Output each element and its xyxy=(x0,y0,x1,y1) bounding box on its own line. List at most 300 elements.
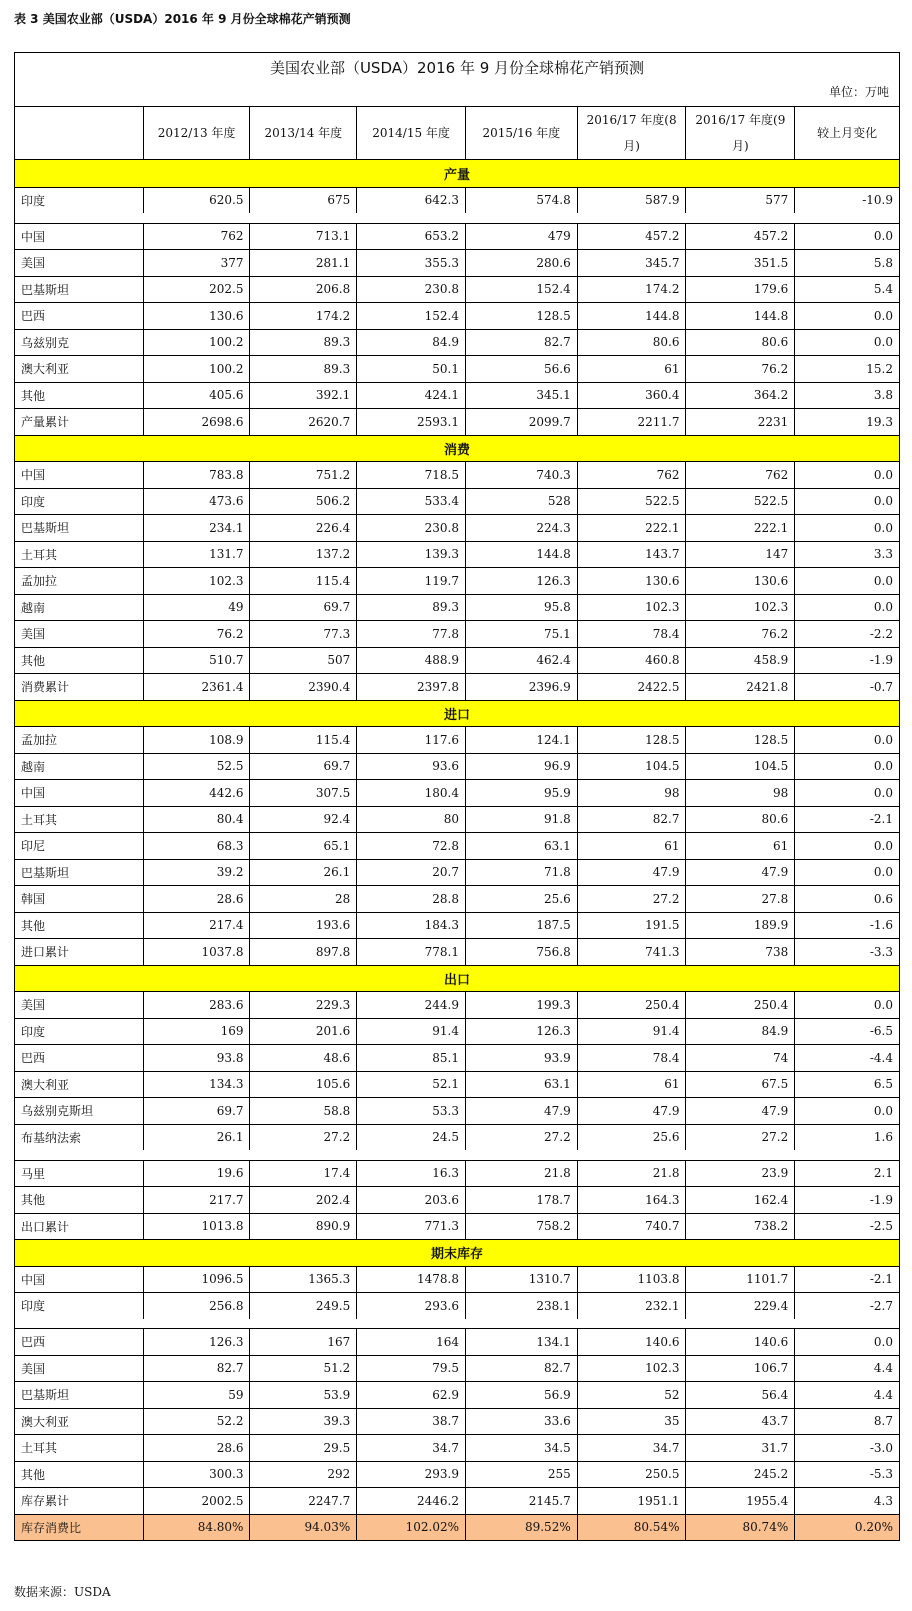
table-row xyxy=(15,1355,899,1382)
table-cell: 74 xyxy=(685,1045,794,1071)
table-cell: 0.0 xyxy=(794,303,899,329)
table-cell: 84.9 xyxy=(685,1019,794,1045)
table-cell: 0.0 xyxy=(794,462,899,488)
table-cell: 255 xyxy=(465,1462,577,1488)
row-label: 巴基斯坦 xyxy=(21,282,70,297)
table-cell: 69.7 xyxy=(143,1098,250,1124)
table-cell: 144.8 xyxy=(465,542,577,568)
table-cell: 137.2 xyxy=(249,542,356,568)
row-label: 孟加拉 xyxy=(21,733,58,748)
section-title: 消费 xyxy=(443,442,470,458)
table-cell: 126.3 xyxy=(143,1329,250,1355)
table-row xyxy=(15,859,899,886)
table-cell: 229.3 xyxy=(249,992,356,1018)
table-cell: 67.5 xyxy=(685,1072,794,1098)
table-cell: 89.3 xyxy=(356,595,465,621)
table-cell: 2145.7 xyxy=(465,1488,577,1514)
table-cell: 424.1 xyxy=(356,383,465,409)
table-cell: 377 xyxy=(143,250,250,276)
table-cell: 222.1 xyxy=(685,515,794,541)
column-header: 2012/13 年度 xyxy=(143,107,250,159)
table-cell: 0.0 xyxy=(794,754,899,780)
row-label: 中国 xyxy=(21,1272,46,1287)
table-cell: 890.9 xyxy=(249,1214,356,1240)
table-row xyxy=(15,1487,899,1514)
table-cell: 134.1 xyxy=(465,1329,577,1355)
table-cell: 27.2 xyxy=(685,1125,794,1151)
table-cell: 102.3 xyxy=(685,595,794,621)
table-cell: 82.7 xyxy=(577,807,686,833)
row-label: 马里 xyxy=(21,1166,46,1181)
section-header xyxy=(15,160,899,187)
table-cell: 0.0 xyxy=(794,224,899,250)
table-cell: 93.8 xyxy=(143,1045,250,1071)
table-cell: 202.5 xyxy=(143,277,250,303)
table-cell: 78.4 xyxy=(577,1045,686,1071)
table-row xyxy=(15,1186,899,1213)
table-cell: 102.3 xyxy=(577,595,686,621)
table-row xyxy=(15,302,899,329)
table-cell: 1365.3 xyxy=(249,1267,356,1293)
row-label: 韩国 xyxy=(21,892,46,907)
table-cell: 473.6 xyxy=(143,489,250,515)
table-cell: 56.9 xyxy=(465,1382,577,1408)
table-cell: 0.0 xyxy=(794,595,899,621)
table-cell: 201.6 xyxy=(249,1019,356,1045)
table-cell: 52 xyxy=(577,1382,686,1408)
table-cell: 80.6 xyxy=(577,330,686,356)
table-cell: 2247.7 xyxy=(249,1488,356,1514)
table-cell: 1096.5 xyxy=(143,1267,250,1293)
table-cell: 94.03% xyxy=(249,1515,356,1541)
table-row xyxy=(15,885,899,912)
table-cell: 250.4 xyxy=(577,992,686,1018)
row-label: 巴基斯坦 xyxy=(21,521,70,536)
table-cell: 0.0 xyxy=(794,489,899,515)
table-cell: 140.6 xyxy=(685,1329,794,1355)
table-cell: 104.5 xyxy=(577,754,686,780)
row-label: 美国 xyxy=(21,256,46,271)
table-cell: 100.2 xyxy=(143,356,250,382)
table-cell: 642.3 xyxy=(356,188,465,214)
table-cell: 2002.5 xyxy=(143,1488,250,1514)
table-cell: 4.3 xyxy=(794,1488,899,1514)
row-label: 澳大利亚 xyxy=(21,1077,70,1092)
table-title-bar xyxy=(15,53,899,107)
row-label: 消费累计 xyxy=(21,680,70,695)
table-cell: 143.7 xyxy=(577,542,686,568)
table-cell: 48.6 xyxy=(249,1045,356,1071)
table-cell: 300.3 xyxy=(143,1462,250,1488)
table-cell: 29.5 xyxy=(249,1435,356,1461)
table-cell: 293.6 xyxy=(356,1293,465,1319)
table-title: 美国农业部（USDA）2016 年 9 月份全球棉花产销预测 xyxy=(269,59,645,77)
table-cell: 78.4 xyxy=(577,621,686,647)
table-cell: 244.9 xyxy=(356,992,465,1018)
table-cell: 93.6 xyxy=(356,754,465,780)
column-header: 2016/17 年度(8 月) xyxy=(577,107,686,159)
table-cell: 522.5 xyxy=(577,489,686,515)
table-cell: 85.1 xyxy=(356,1045,465,1071)
table-cell: 1013.8 xyxy=(143,1214,250,1240)
table-cell: 31.7 xyxy=(685,1435,794,1461)
table-cell: 574.8 xyxy=(465,188,577,214)
table-cell: -1.9 xyxy=(794,648,899,674)
table-cell: 187.5 xyxy=(465,913,577,939)
table-cell: -3.0 xyxy=(794,1435,899,1461)
table-cell: 0.0 xyxy=(794,568,899,594)
section-title: 产量 xyxy=(443,167,470,183)
table-cell: 2396.9 xyxy=(465,674,577,700)
table-cell: -2.5 xyxy=(794,1214,899,1240)
table-cell: 28.6 xyxy=(143,1435,250,1461)
table-cell: 26.1 xyxy=(249,860,356,886)
table-cell: 222.1 xyxy=(577,515,686,541)
table-cell: 718.5 xyxy=(356,462,465,488)
table-cell: 76.2 xyxy=(143,621,250,647)
table-cell: 675 xyxy=(249,188,356,214)
table-cell: 51.2 xyxy=(249,1356,356,1382)
table-cell: 33.6 xyxy=(465,1409,577,1435)
table-cell: 21.8 xyxy=(577,1161,686,1187)
table-cell: 202.4 xyxy=(249,1187,356,1213)
table-cell: 69.7 xyxy=(249,754,356,780)
table-row xyxy=(15,1124,899,1151)
table-cell: 144.8 xyxy=(577,303,686,329)
table-cell: 191.5 xyxy=(577,913,686,939)
table-cell: 126.3 xyxy=(465,1019,577,1045)
table-cell: 1310.7 xyxy=(465,1267,577,1293)
table-cell: 345.7 xyxy=(577,250,686,276)
table-cell: 102.02% xyxy=(356,1515,465,1541)
table-cell: 130.6 xyxy=(685,568,794,594)
table-cell: 80.4 xyxy=(143,807,250,833)
table-cell: 19.6 xyxy=(143,1161,250,1187)
table-row xyxy=(15,806,899,833)
table-cell: 1.6 xyxy=(794,1125,899,1151)
table-cell: 1103.8 xyxy=(577,1267,686,1293)
table-cell: 19.3 xyxy=(794,409,899,435)
table-cell: 1955.4 xyxy=(685,1488,794,1514)
table-cell: 2211.7 xyxy=(577,409,686,435)
table-cell: 2397.8 xyxy=(356,674,465,700)
table-cell: 4.4 xyxy=(794,1382,899,1408)
table-row xyxy=(15,1266,899,1293)
table-cell: 93.9 xyxy=(465,1045,577,1071)
table-cell: 0.0 xyxy=(794,780,899,806)
table-cell: 77.3 xyxy=(249,621,356,647)
table-cell: 89.52% xyxy=(465,1515,577,1541)
table-cell: 96.9 xyxy=(465,754,577,780)
table-cell: 8.7 xyxy=(794,1409,899,1435)
table-cell: 76.2 xyxy=(685,356,794,382)
table-cell: -2.7 xyxy=(794,1293,899,1319)
table-cell: 2698.6 xyxy=(143,409,250,435)
table-row xyxy=(15,620,899,647)
table-cell: -2.2 xyxy=(794,621,899,647)
table-cell: 84.9 xyxy=(356,330,465,356)
table-cell: 102.3 xyxy=(577,1356,686,1382)
row-label: 其他 xyxy=(21,1193,46,1208)
table-cell: 653.2 xyxy=(356,224,465,250)
table-cell: 124.1 xyxy=(465,727,577,753)
table-cell: 0.0 xyxy=(794,860,899,886)
table-cell: 351.5 xyxy=(685,250,794,276)
table-cell: 28 xyxy=(249,886,356,912)
table-cell: 152.4 xyxy=(356,303,465,329)
table-cell: 26.1 xyxy=(143,1125,250,1151)
cotton-forecast-table xyxy=(14,52,900,1541)
table-cell: 34.7 xyxy=(356,1435,465,1461)
table-cell: 522.5 xyxy=(685,489,794,515)
table-cell: 783.8 xyxy=(143,462,250,488)
table-cell: 224.3 xyxy=(465,515,577,541)
table-row xyxy=(15,1381,899,1408)
table-row xyxy=(15,1071,899,1098)
table-cell: 39.3 xyxy=(249,1409,356,1435)
table-cell: 95.9 xyxy=(465,780,577,806)
table-cell: 2361.4 xyxy=(143,674,250,700)
table-cell: 457.2 xyxy=(685,224,794,250)
table-cell: 462.4 xyxy=(465,648,577,674)
table-row xyxy=(15,1160,899,1187)
table-cell: 0.0 xyxy=(794,1098,899,1124)
table-cell: 43.7 xyxy=(685,1409,794,1435)
table-cell: 108.9 xyxy=(143,727,250,753)
section-title: 期末库存 xyxy=(430,1247,483,1263)
table-row xyxy=(15,1018,899,1045)
table-cell: 0.0 xyxy=(794,833,899,859)
row-label: 澳大利亚 xyxy=(21,362,70,377)
row-label: 美国 xyxy=(21,998,46,1013)
table-cell: 53.3 xyxy=(356,1098,465,1124)
row-label: 印度 xyxy=(21,193,46,208)
table-cell: 25.6 xyxy=(577,1125,686,1151)
table-caption: 表 3 美国农业部（USDA）2016 年 9 月份全球棉花产销预测 xyxy=(14,12,351,26)
table-cell: 117.6 xyxy=(356,727,465,753)
table-row xyxy=(15,753,899,780)
table-cell: 1037.8 xyxy=(143,939,250,965)
table-cell: 69.7 xyxy=(249,595,356,621)
row-label: 土耳其 xyxy=(21,1441,58,1456)
table-cell: -3.3 xyxy=(794,939,899,965)
table-cell: 756.8 xyxy=(465,939,577,965)
table-cell: 281.1 xyxy=(249,250,356,276)
section-header xyxy=(15,965,899,992)
table-cell: 63.1 xyxy=(465,1072,577,1098)
table-cell: 58.8 xyxy=(249,1098,356,1124)
table-cell: 184.3 xyxy=(356,913,465,939)
table-cell: 167 xyxy=(249,1329,356,1355)
table-cell: 6.5 xyxy=(794,1072,899,1098)
table-row xyxy=(15,673,899,700)
section-header xyxy=(15,700,899,727)
table-row xyxy=(15,408,899,435)
table-row xyxy=(15,567,899,594)
table-row xyxy=(15,938,899,965)
table-cell: 53.9 xyxy=(249,1382,356,1408)
column-header: 2014/15 年度 xyxy=(356,107,465,159)
table-cell: 27.2 xyxy=(465,1125,577,1151)
table-cell: 92.4 xyxy=(249,807,356,833)
table-cell: 27.8 xyxy=(685,886,794,912)
table-cell: 250.5 xyxy=(577,1462,686,1488)
table-cell: 2593.1 xyxy=(356,409,465,435)
table-cell: -2.1 xyxy=(794,1267,899,1293)
table-row xyxy=(15,329,899,356)
data-source-note: 数据来源：USDA xyxy=(14,1585,111,1599)
table-cell: 35 xyxy=(577,1409,686,1435)
table-cell: 104.5 xyxy=(685,754,794,780)
table-cell: 106.7 xyxy=(685,1356,794,1382)
column-header: 2015/16 年度 xyxy=(465,107,577,159)
table-cell: 91.8 xyxy=(465,807,577,833)
table-cell: 34.7 xyxy=(577,1435,686,1461)
row-label: 巴西 xyxy=(21,309,46,324)
table-cell: 91.4 xyxy=(356,1019,465,1045)
table-cell: 507 xyxy=(249,648,356,674)
table-cell: 128.5 xyxy=(685,727,794,753)
table-cell: 2.1 xyxy=(794,1161,899,1187)
table-cell: 16.3 xyxy=(356,1161,465,1187)
table-row xyxy=(15,223,899,250)
table-cell: 47.9 xyxy=(577,1098,686,1124)
table-row xyxy=(15,1292,899,1319)
table-cell: 98 xyxy=(685,780,794,806)
table-cell: 738.2 xyxy=(685,1214,794,1240)
table-row xyxy=(15,187,899,214)
row-label: 其他 xyxy=(21,653,46,668)
table-cell: 75.1 xyxy=(465,621,577,647)
table-row xyxy=(15,382,899,409)
table-cell: -5.3 xyxy=(794,1462,899,1488)
table-cell: 249.5 xyxy=(249,1293,356,1319)
table-cell: 28.6 xyxy=(143,886,250,912)
row-label: 越南 xyxy=(21,600,46,615)
table-cell: 405.6 xyxy=(143,383,250,409)
table-row xyxy=(15,1408,899,1435)
table-cell: 49 xyxy=(143,595,250,621)
table-cell: 20.7 xyxy=(356,860,465,886)
table-cell: 131.7 xyxy=(143,542,250,568)
table-cell: 115.4 xyxy=(249,727,356,753)
table-cell: 100.2 xyxy=(143,330,250,356)
table-row xyxy=(15,1097,899,1124)
table-cell: 345.1 xyxy=(465,383,577,409)
column-header: 2013/14 年度 xyxy=(249,107,356,159)
row-label: 巴西 xyxy=(21,1051,46,1066)
row-label: 美国 xyxy=(21,1361,46,1376)
table-cell: 778.1 xyxy=(356,939,465,965)
table-cell: 134.3 xyxy=(143,1072,250,1098)
table-cell: 62.9 xyxy=(356,1382,465,1408)
table-cell: 47.9 xyxy=(685,860,794,886)
table-cell: 152.4 xyxy=(465,277,577,303)
column-header xyxy=(15,107,143,159)
table-cell: 0.0 xyxy=(794,1329,899,1355)
table-cell: 238.1 xyxy=(465,1293,577,1319)
table-cell: 76.2 xyxy=(685,621,794,647)
table-cell: 61 xyxy=(577,356,686,382)
table-row xyxy=(15,1328,899,1355)
table-row xyxy=(15,594,899,621)
table-cell: 533.4 xyxy=(356,489,465,515)
table-row xyxy=(15,991,899,1018)
table-cell: 751.2 xyxy=(249,462,356,488)
section-header xyxy=(15,435,899,462)
table-cell: 130.6 xyxy=(577,568,686,594)
row-label: 巴基斯坦 xyxy=(21,865,70,880)
table-row xyxy=(15,647,899,674)
table-cell: 56.6 xyxy=(465,356,577,382)
table-cell: 229.4 xyxy=(685,1293,794,1319)
row-label: 印度 xyxy=(21,1299,46,1314)
row-label: 中国 xyxy=(21,229,46,244)
table-cell: 2620.7 xyxy=(249,409,356,435)
table-cell: 713.1 xyxy=(249,224,356,250)
table-cell: 206.8 xyxy=(249,277,356,303)
table-grid xyxy=(15,107,899,1540)
table-cell: 25.6 xyxy=(465,886,577,912)
table-cell: 72.8 xyxy=(356,833,465,859)
table-cell: 126.3 xyxy=(465,568,577,594)
table-cell: 458.9 xyxy=(685,648,794,674)
row-label: 其他 xyxy=(21,918,46,933)
row-label: 库存累计 xyxy=(21,1494,70,1509)
table-cell: 392.1 xyxy=(249,383,356,409)
table-cell: 230.8 xyxy=(356,277,465,303)
table-cell: 63.1 xyxy=(465,833,577,859)
table-cell: 762 xyxy=(685,462,794,488)
table-cell: 293.9 xyxy=(356,1462,465,1488)
table-cell: 80.6 xyxy=(685,807,794,833)
table-cell: 174.2 xyxy=(577,277,686,303)
table-cell: 226.4 xyxy=(249,515,356,541)
table-row xyxy=(15,912,899,939)
table-cell: 98 xyxy=(577,780,686,806)
table-row xyxy=(15,1044,899,1071)
table-row xyxy=(15,461,899,488)
table-cell: -4.4 xyxy=(794,1045,899,1071)
table-cell: 27.2 xyxy=(577,886,686,912)
table-cell: 23.9 xyxy=(685,1161,794,1187)
table-cell: 741.3 xyxy=(577,939,686,965)
table-cell: 80.6 xyxy=(685,330,794,356)
table-cell: 95.8 xyxy=(465,595,577,621)
row-label: 巴西 xyxy=(21,1335,46,1350)
table-cell: 105.6 xyxy=(249,1072,356,1098)
table-cell: 80.74% xyxy=(685,1515,794,1541)
row-label: 土耳其 xyxy=(21,547,58,562)
row-label: 产量累计 xyxy=(21,415,70,430)
table-cell: 164 xyxy=(356,1329,465,1355)
table-cell: 897.8 xyxy=(249,939,356,965)
table-cell: 89.3 xyxy=(249,356,356,382)
table-cell: -2.1 xyxy=(794,807,899,833)
table-cell: 21.8 xyxy=(465,1161,577,1187)
unit-label: 单位：万吨 xyxy=(828,85,889,99)
table-cell: -1.6 xyxy=(794,913,899,939)
table-cell: 738 xyxy=(685,939,794,965)
table-cell: 61 xyxy=(577,1072,686,1098)
table-cell: 27.2 xyxy=(249,1125,356,1151)
table-cell: 47.9 xyxy=(685,1098,794,1124)
table-cell: 47.9 xyxy=(465,1098,577,1124)
table-cell: 740.7 xyxy=(577,1214,686,1240)
table-cell: 199.3 xyxy=(465,992,577,1018)
section-title: 出口 xyxy=(443,972,470,988)
table-cell: 34.5 xyxy=(465,1435,577,1461)
